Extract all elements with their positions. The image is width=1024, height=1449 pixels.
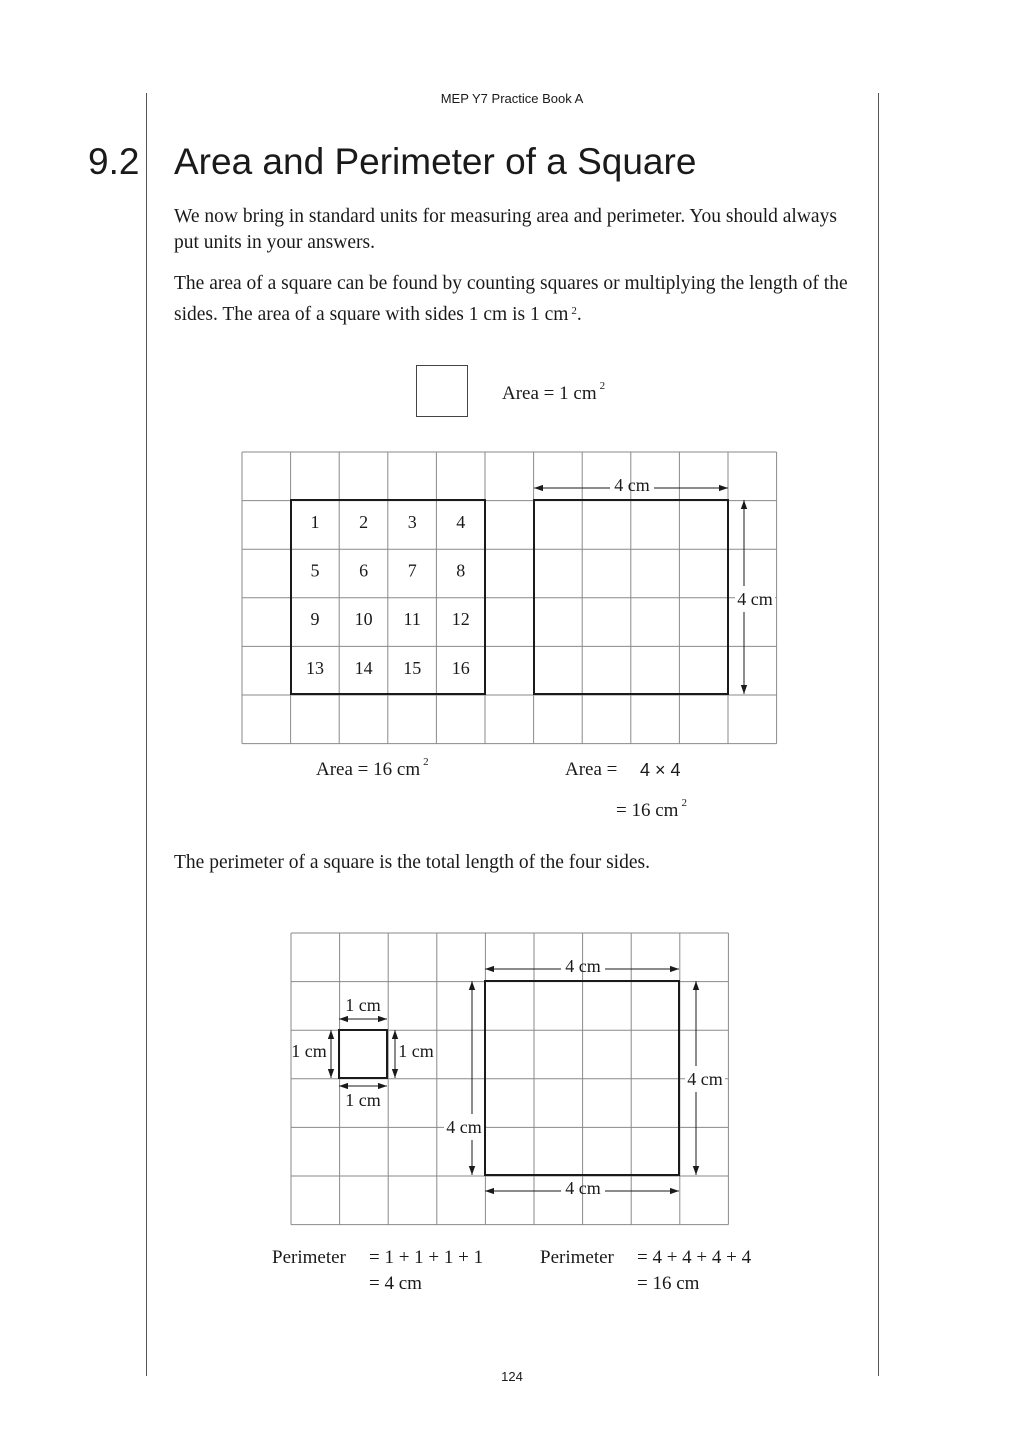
running-header: MEP Y7 Practice Book A: [440, 91, 584, 106]
intro-paragraph: We now bring in standard units for measuring area and perimeter. You should always put units in your answers.: [174, 206, 837, 253]
square-count-number: 12: [451, 609, 470, 630]
big-square: [485, 981, 679, 1175]
small-bottom-label: 1 cm: [345, 1090, 381, 1110]
big-top-label: 4 cm: [565, 956, 601, 976]
square-count-number: 2: [359, 512, 369, 532]
square-count-number: 4: [456, 512, 466, 532]
perimeter-big-label: Perimeter: [540, 1247, 614, 1268]
left-area-sup: 2: [423, 756, 429, 768]
square-count-number: 5: [310, 560, 320, 581]
square-count-number: 7: [407, 560, 417, 581]
area-paragraph-sup: 2: [571, 305, 577, 317]
square-count-number: 8: [456, 560, 466, 581]
page-number: 124: [501, 1369, 523, 1384]
square-count-number: 3: [407, 512, 417, 532]
square-count-number: 6: [359, 560, 369, 581]
square-count-number: 1: [310, 512, 320, 532]
section-title: Area and Perimeter of a Square: [174, 141, 697, 182]
perimeter-big-line1: = 4 + 4 + 4 + 4: [637, 1247, 752, 1268]
unit-area-text: Area = 1 cm: [502, 383, 597, 404]
perimeter-paragraph: The perimeter of a square is the total length of the four sides.: [174, 852, 650, 873]
small-top-label: 1 cm: [345, 995, 381, 1015]
square-count-number: 15: [403, 657, 422, 678]
perimeter-small-line1: = 1 + 1 + 1 + 1: [369, 1247, 484, 1268]
right-area-sup: 2: [681, 797, 687, 809]
square-count-number: 9: [310, 609, 320, 630]
perimeter-big-line2: = 16 cm: [637, 1273, 700, 1294]
perimeter-small-line2: = 4 cm: [369, 1273, 422, 1294]
big-right-label: 4 cm: [687, 1069, 723, 1089]
section-number: 9.2: [88, 141, 140, 182]
square-count-number: 16: [451, 657, 470, 678]
big-left-label: 4 cm: [446, 1117, 482, 1137]
side-dimension-label: 4 cm: [737, 589, 773, 609]
square-count-number: 11: [403, 609, 421, 630]
top-dimension-label: 4 cm: [614, 475, 650, 495]
right-area-result-text: = 16 cm: [616, 800, 679, 821]
square-count-number: 14: [354, 657, 373, 678]
square-count-number: 10: [354, 609, 373, 630]
area-paragraph-text: The area of a square can be found by counting squares or multiplying the length of the sides. The area of a square with sides 1 cm is 1 cm: [174, 273, 848, 325]
small-square: [339, 1030, 387, 1078]
left-area-text: Area = 16 cm: [316, 759, 421, 780]
right-area-expression: 4 × 4: [640, 760, 681, 780]
big-bottom-label: 4 cm: [565, 1178, 601, 1198]
small-right-label: 1 cm: [398, 1041, 434, 1061]
perimeter-small-label: Perimeter: [272, 1247, 346, 1268]
square-count-number: 13: [306, 657, 324, 678]
unit-area-sup: 2: [599, 380, 606, 392]
small-left-label: 1 cm: [291, 1041, 327, 1061]
area-paragraph-end: .: [576, 304, 582, 325]
right-area-label: Area =: [565, 759, 618, 780]
